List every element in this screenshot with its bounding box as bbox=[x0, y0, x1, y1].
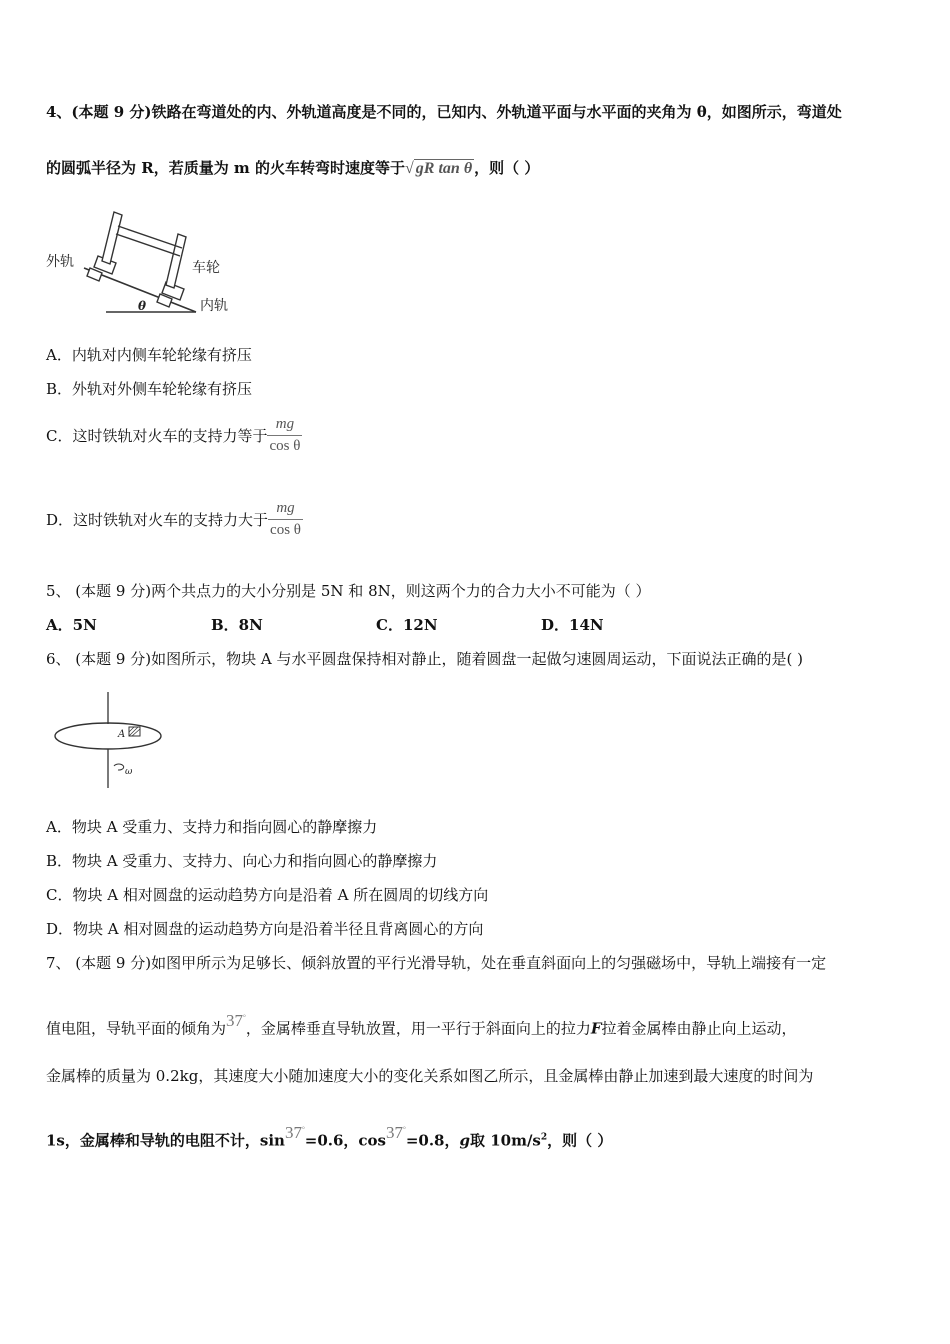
q6-option-c: C．物块 A 相对圆盘的运动趋势方向是沿着 A 所在圆周的切线方向 bbox=[46, 886, 489, 904]
axle-bar-top bbox=[118, 226, 182, 248]
speed-formula-radicand: gR tan θ bbox=[415, 160, 473, 177]
squared-superscript: 2 bbox=[540, 1132, 548, 1143]
q4-option-b: B．外轨对外侧车轮轮缘有挤压 bbox=[46, 380, 253, 398]
q5-option-d: D．14N bbox=[541, 616, 604, 634]
label-block-a: A bbox=[118, 729, 126, 740]
speed-formula: √ gR tan θ bbox=[405, 160, 473, 177]
force-symbol: F bbox=[590, 1019, 602, 1038]
q6-option-b: B．物块 A 受重力、支持力、向心力和指向圆心的静摩擦力 bbox=[46, 852, 438, 870]
label-wheel: 车轮 bbox=[192, 260, 220, 276]
axle-bar-bottom bbox=[116, 234, 180, 256]
q4-stem-line1: 4、(本题 9 分)铁路在弯道处的内、外轨道高度是不同的，已知内、外轨道平面与水平面的夹角为 θ，如图所示，弯道处 bbox=[46, 103, 842, 121]
q7-stem-line2 bbox=[46, 1010, 797, 1039]
sin-angle-value: 37 bbox=[284, 1122, 302, 1142]
q4-option-c bbox=[46, 416, 302, 455]
q7-stem-line3: 金属棒的质量为 0.2kg，其速度大小随加速度大小的变化关系如图乙所示，且金属棒由静止加速到最大速度的时间为 bbox=[46, 1067, 814, 1085]
q6-option-d: D．物块 A 相对圆盘的运动趋势方向是沿着半径且背离圆心的方向 bbox=[46, 920, 484, 938]
label-omega: ω bbox=[125, 767, 133, 777]
q7-line2-text: 值电阻，导轨平面的倾角为 bbox=[46, 1019, 227, 1038]
inner-axle-post bbox=[166, 234, 186, 288]
q4-stem-line2-end: ，则（ ） bbox=[474, 159, 540, 177]
cos-angle-value: 37 bbox=[386, 1122, 403, 1142]
q4-stem-line2 bbox=[46, 158, 539, 179]
q7-line2-end: 拉着金属棒由静止向上运动， bbox=[601, 1019, 797, 1038]
q4-option-d bbox=[46, 500, 303, 539]
q5-options bbox=[46, 615, 706, 635]
incline-angle-value: 37 bbox=[226, 1010, 244, 1030]
q4-option-a: A．内轨对内侧车轮轮缘有挤压 bbox=[46, 346, 252, 364]
incline-angle: 37° bbox=[226, 1010, 246, 1030]
disk-ellipse bbox=[55, 723, 161, 749]
fraction-denominator: cos θ bbox=[268, 519, 303, 539]
sin-angle: 37° bbox=[284, 1122, 305, 1142]
rail-diagram bbox=[44, 206, 244, 318]
support-force-fraction-c bbox=[267, 416, 302, 455]
q7-line4-text: 1s，金属棒和导轨的电阻不计，sin bbox=[46, 1131, 285, 1150]
rotation-arrow-icon bbox=[114, 764, 124, 770]
fraction-numerator: mg bbox=[275, 416, 295, 432]
q4-option-c-text: C．这时铁轨对火车的支持力等于 bbox=[46, 427, 268, 445]
q6-stem: 6、 (本题 9 分)如图所示，物块 A 与水平圆盘保持相对静止，随着圆盘一起做匀速圆周运动，下面说法正确的是( ) bbox=[46, 650, 803, 668]
fraction-denominator: cos θ bbox=[267, 435, 302, 455]
label-inner-rail: 内轨 bbox=[200, 298, 228, 314]
q5-option-a: A．5N bbox=[46, 616, 97, 634]
q5-stem: 5、 (本题 9 分)两个共点力的大小分别是 5N 和 8N，则这两个力的合力大小不可能为（ ） bbox=[46, 582, 651, 600]
q7-line4-end: ，则（ ） bbox=[547, 1131, 613, 1150]
q7-line2-mid: ，金属棒垂直导轨放置，用一平行于斜面向上的拉力 bbox=[245, 1019, 591, 1038]
fraction-numerator: mg bbox=[276, 500, 295, 516]
q7-line4-cos-value: =0.8， bbox=[405, 1131, 460, 1150]
q5-option-b: B．8N bbox=[211, 616, 263, 634]
q4-option-d-text: D．这时铁轨对火车的支持力大于 bbox=[46, 511, 269, 529]
gravity-symbol: g bbox=[459, 1131, 470, 1150]
q7-stem-line1: 7、 (本题 9 分)如图甲所示为足够长、倾斜放置的平行光滑导轨，处在垂直斜面向上的匀强磁场中，导轨上端接有一定 bbox=[46, 954, 827, 972]
q7-line4-sin-value: =0.6，cos bbox=[304, 1131, 386, 1150]
q7-stem-line4 bbox=[46, 1122, 613, 1151]
rotating-disk-diagram bbox=[52, 690, 172, 792]
q5-option-c: C．12N bbox=[376, 616, 438, 634]
label-angle-theta: θ bbox=[138, 299, 147, 313]
cos-angle: 37° bbox=[386, 1122, 406, 1142]
label-outer-rail: 外轨 bbox=[46, 254, 74, 270]
q6-option-a: A．物块 A 受重力、支持力和指向圆心的静摩擦力 bbox=[46, 818, 378, 836]
q4-stem-line2-text: 的圆弧半径为 R，若质量为 m 的火车转弯时速度等于 bbox=[46, 159, 406, 177]
support-force-fraction-d bbox=[268, 500, 303, 539]
outer-axle-post bbox=[102, 212, 122, 264]
q7-line4-g-value: 取 10m/s bbox=[469, 1131, 541, 1150]
